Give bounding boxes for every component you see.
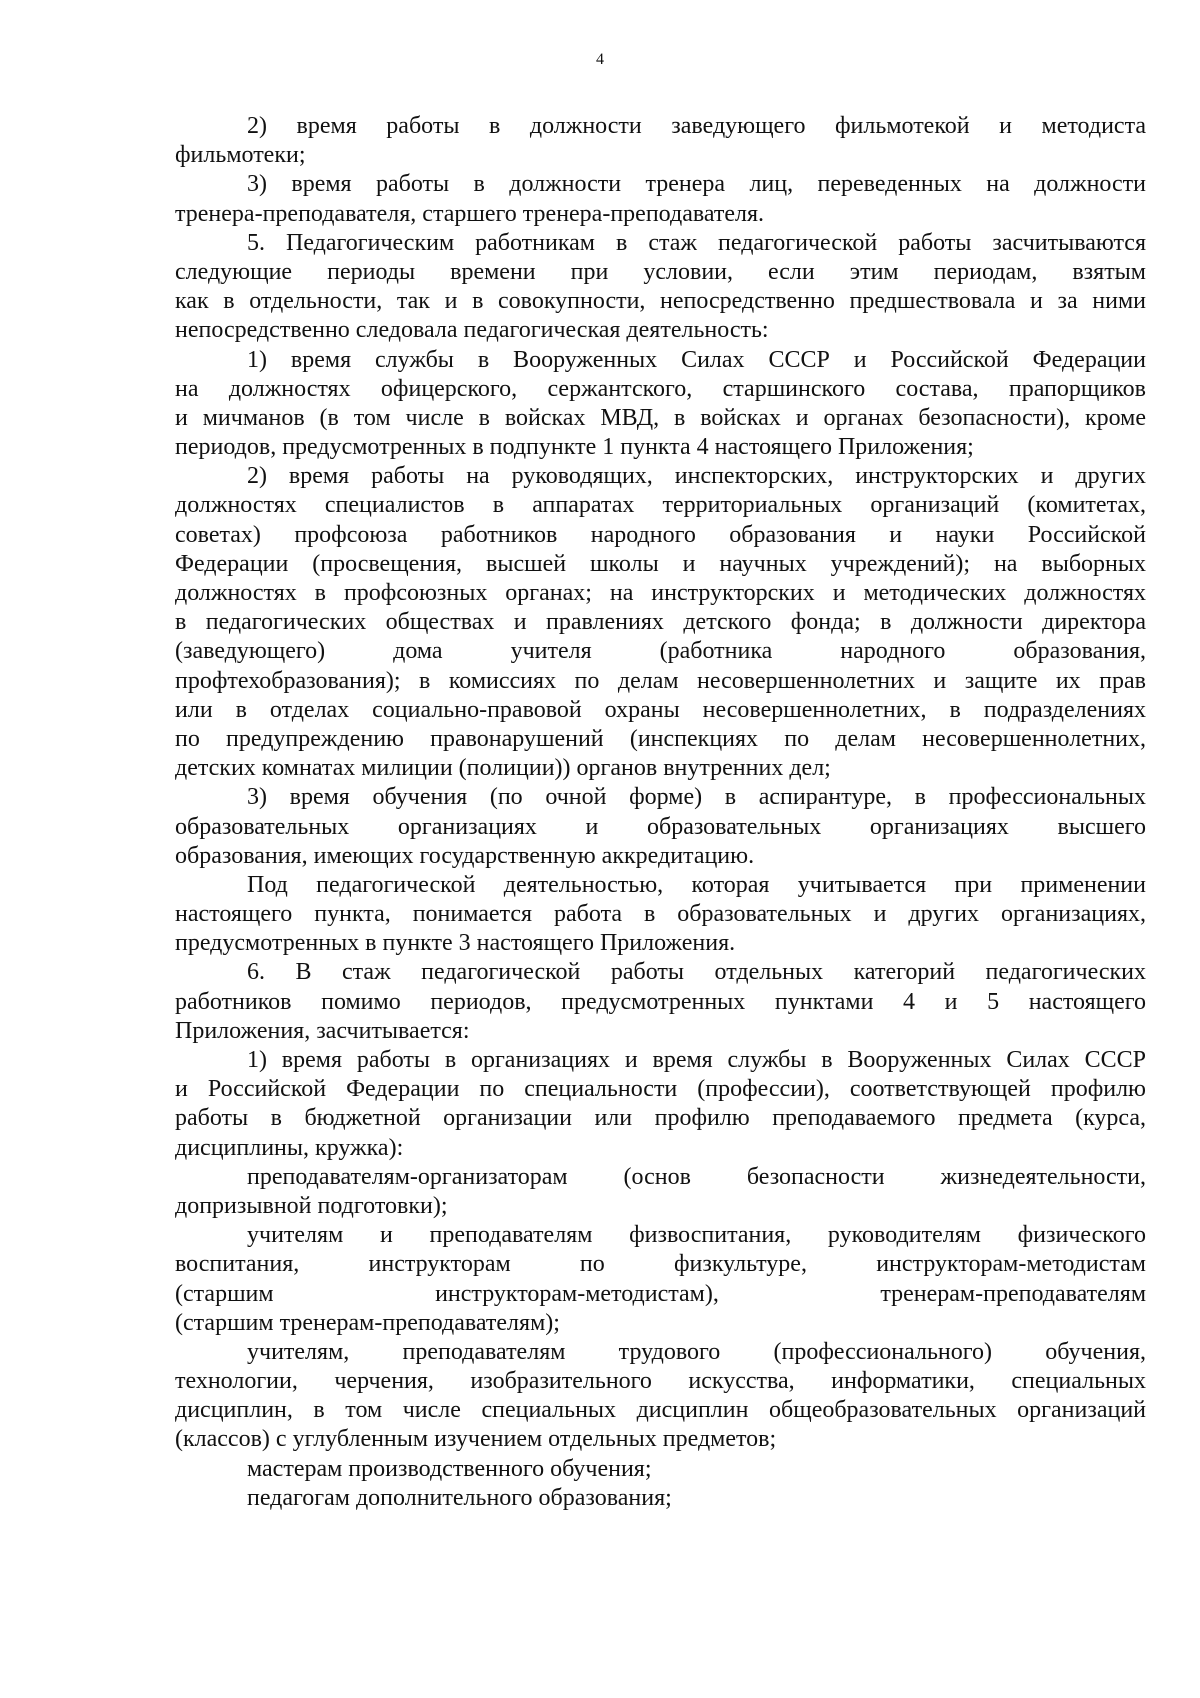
text-line: (старшим инструкторам-методистам), тренерам-преподавателям <box>175 1280 1146 1307</box>
text-line: в педагогических обществах и правлениях детского фонда; в должности директора <box>175 609 1146 636</box>
text-line: Под педагогической деятельностью, которая учитывается при применении <box>247 871 1146 898</box>
text-line: должностях специалистов в аппаратах территориальных организаций (комитетах, <box>175 492 1146 519</box>
text-line: дисциплины, кружка): <box>175 1134 404 1161</box>
text-line: технологии, черчения, изобразительного искусства, информатики, специальных <box>175 1368 1146 1395</box>
text-line: преподавателям-организаторам (основ безопасности жизнедеятельности, <box>247 1163 1146 1190</box>
text-line: образовательных организациях и образовательных организациях высшего <box>175 813 1146 840</box>
text-line: (классов) с углубленным изучением отдельных предметов; <box>175 1426 777 1453</box>
text-line: непосредственно следовала педагогическая деятельность: <box>175 317 769 344</box>
text-line: фильмотеки; <box>175 142 306 169</box>
text-line: или в отделах социально-правовой охраны несовершеннолетних, в подразделениях <box>175 696 1146 723</box>
text-line: 1) время работы в организациях и время службы в Вооруженных Силах СССР <box>247 1047 1146 1073</box>
text-line: мастерам производственного обучения; <box>247 1455 652 1482</box>
text-line: (заведующего) дома учителя (работника народного образования, <box>175 638 1146 665</box>
text-line: Приложения, засчитывается: <box>175 1017 470 1044</box>
text-line: советах) профсоюза работников народного образования и науки Российской <box>175 521 1146 548</box>
text-line: профтехобразования); в комиссиях по делам несовершеннолетних и защите их прав <box>175 667 1146 694</box>
text-line: работников помимо периодов, предусмотренных пунктами 4 и 5 настоящего <box>175 988 1146 1015</box>
text-line: (старшим тренерам-преподавателям); <box>175 1309 560 1336</box>
text-line: настоящего пункта, понимается работа в образовательных и других организациях, <box>175 901 1146 928</box>
text-line: и мичманов (в том числе в войсках МВД, в войсках и органах безопасности), кроме <box>175 404 1146 431</box>
text-line: 2) время работы на руководящих, инспекторских, инструкторских и других <box>247 463 1146 490</box>
text-line: как в отдельности, так и в совокупности, непосредственно предшествовала и за ними <box>175 288 1146 315</box>
text-line: дисциплин, в том числе специальных дисциплин общеобразовательных организаций <box>175 1397 1146 1424</box>
text-line: 2) время работы в должности заведующего фильмотекой и методиста <box>247 113 1146 139</box>
text-line: допризывной подготовки); <box>175 1192 448 1219</box>
text-line: 6. В стаж педагогической работы отдельных категорий педагогических <box>247 959 1146 986</box>
text-line: учителям и преподавателям физвоспитания, руководителям физического <box>247 1222 1146 1249</box>
text-line: 5. Педагогическим работникам в стаж педагогической работы засчитываются <box>247 229 1146 256</box>
text-line: образования, имеющих государственную аккредитацию. <box>175 842 755 869</box>
text-line: Федерации (просвещения, высшей школы и научных учреждений); на выборных <box>175 550 1146 577</box>
text-line: 3) время работы в должности тренера лиц, переведенных на должности <box>247 171 1146 198</box>
text-line: детских комнатах милиции (полиции)) органов внутренних дел; <box>175 755 831 782</box>
text-line: 3) время обучения (по очной форме) в аспирантуре, в профессиональных <box>247 784 1146 811</box>
text-line: на должностях офицерского, сержантского, старшинского состава, прапорщиков <box>175 375 1146 402</box>
text-line: педагогам дополнительного образования; <box>247 1484 672 1511</box>
page-number: 4 <box>596 51 604 68</box>
text-line: тренера-преподавателя, старшего тренера-преподавателя. <box>175 200 765 227</box>
text-line: работы в бюджетной организации или профилю преподаваемого предмета (курса, <box>175 1105 1146 1132</box>
text-line: по предупреждению правонарушений (инспекциях по делам несовершеннолетних, <box>175 725 1146 752</box>
document-body <box>175 112 1146 1513</box>
text-line: и Российской Федерации по специальности (профессии), соответствующей профилю <box>175 1076 1146 1103</box>
text-line: учителям, преподавателям трудового (профессионального) обучения, <box>247 1338 1146 1365</box>
text-line: должностях в профсоюзных органах; на инструкторских и методических должностях <box>175 580 1146 606</box>
text-line: предусмотренных в пункте 3 настоящего Приложения. <box>175 930 736 957</box>
text-line: периодов, предусмотренных в подпункте 1 пункта 4 настоящего Приложения; <box>175 434 974 461</box>
text-line: следующие периоды времени при условии, если этим периодам, взятым <box>175 258 1146 285</box>
text-line: воспитания, инструкторам по физкультуре, инструкторам-методистам <box>175 1251 1146 1278</box>
text-line: 1) время службы в Вооруженных Силах СССР и Российской Федерации <box>247 346 1146 373</box>
